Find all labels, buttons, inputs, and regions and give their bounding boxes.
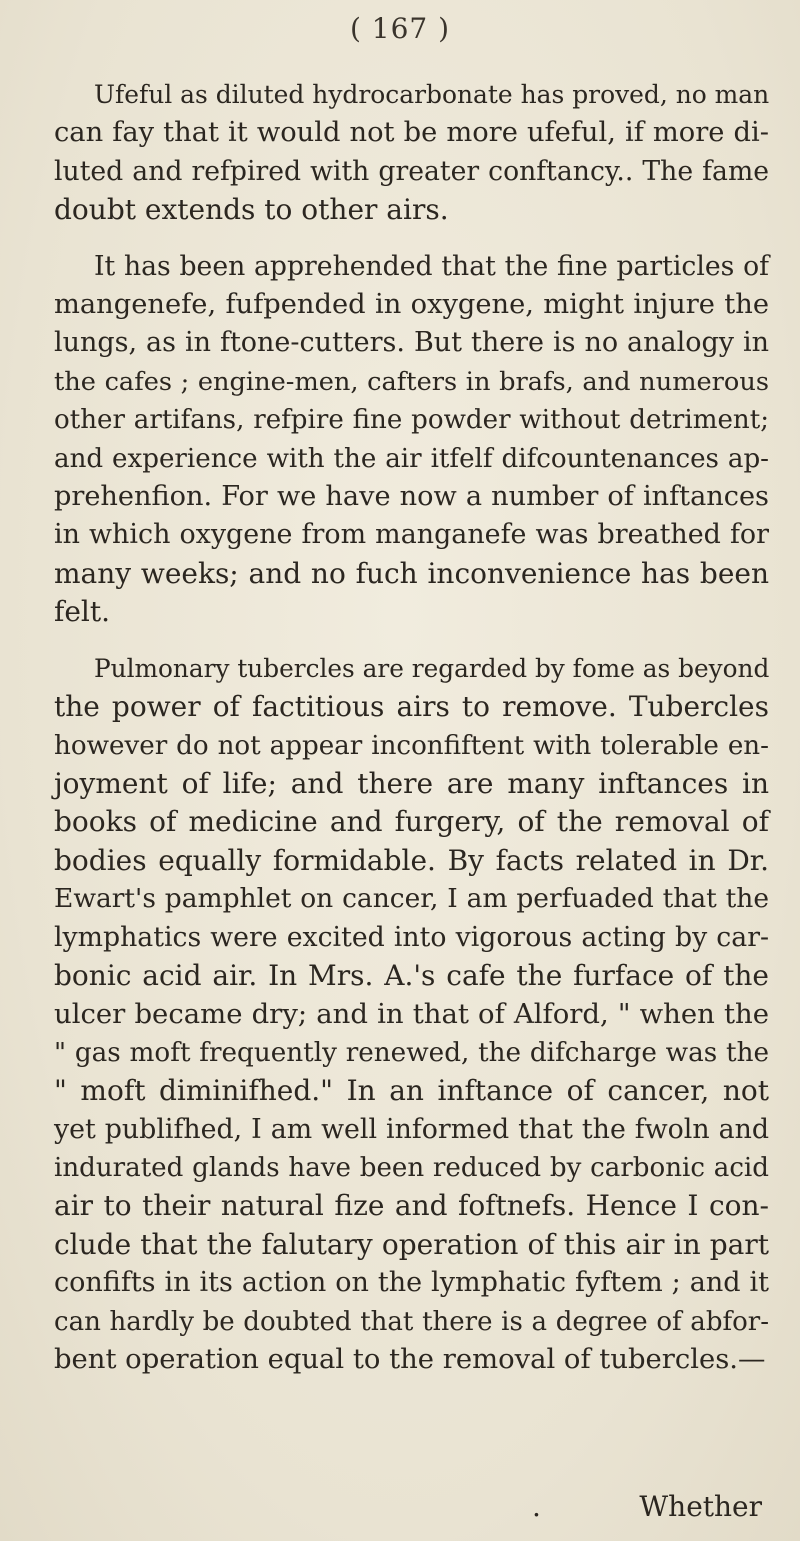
text-line: It has been apprehended that the fine particles of: [94, 250, 769, 282]
text-line: and experience with the air itfelf difcountenances ap-: [54, 443, 769, 474]
text-line: bodies equally formidable. By facts related in Dr.: [54, 843, 769, 877]
text-line: in which oxygene from manganefe was breathed for: [54, 519, 769, 551]
catch-mark: .: [532, 1490, 541, 1523]
paragraph-1: [54, 76, 769, 230]
text-line: clude that the falutary operation of this air in part: [54, 1227, 769, 1261]
text-line: joyment of life; and there are many inftances in: [54, 766, 769, 800]
text-line: lungs, as in ftone-cutters. But there is no analogy in: [54, 327, 769, 359]
text-line: confifts in its action on the lymphatic fyftem ; and it: [54, 1267, 769, 1299]
text-line: books of medicine and furgery, of the removal of: [54, 805, 769, 839]
text-line: doubt extends to other airs.: [54, 193, 449, 227]
body-text: [54, 76, 769, 1379]
text-line: " gas moft frequently renewed, the difcharge was the: [54, 1037, 769, 1068]
text-line: ulcer became dry; and in that of Alford, " when the: [54, 998, 769, 1031]
text-line: Ufeful as diluted hydrocarbonate has proved, no man: [94, 80, 770, 109]
text-line: bonic acid air. In Mrs. A.'s cafe the furface of the: [54, 958, 769, 992]
text-line: can fay that it would not be more ufeful, if more di-: [54, 117, 769, 149]
text-line: air to their natural fize and foftnefs. Hence I con-: [54, 1189, 769, 1223]
text-line: lymphatics were excited into vigorous acting by car-: [54, 921, 769, 953]
text-line: Pulmonary tubercles are regarded by fome as beyond: [94, 653, 770, 683]
text-line: Ewart's pamphlet on cancer, I am perfuaded that the: [54, 883, 769, 915]
text-line: luted and refpired with greater conftancy.. The fame: [54, 155, 769, 187]
text-line: however do not appear inconfiftent with tolerable en-: [54, 730, 769, 761]
text-line: can hardly be doubted that there is a degree of abfor-: [54, 1306, 769, 1337]
text-line: felt.: [54, 595, 111, 629]
text-line: the cafes ; engine-men, cafters in brafs, and numerous: [54, 366, 769, 397]
text-line: " moft diminifhed." In an inftance of cancer, not: [54, 1074, 769, 1108]
page-number: ( 167 ): [349, 12, 451, 45]
text-line: bent operation equal to the removal of tubercles.—: [54, 1344, 766, 1375]
text-line: many weeks; and no fuch inconvenience has been: [54, 556, 769, 590]
text-line: other artifans, refpire fine powder without detriment;: [54, 405, 769, 436]
text-line: the power of factitious airs to remove. Tubercles: [54, 690, 769, 724]
text-line: prehenfion. For we have now a number of inftances: [54, 481, 769, 513]
text-line: yet publifhed, I am well informed that the fwoln and: [54, 1113, 769, 1145]
text-line: mangenefe, fufpended in oxygene, might injure the: [54, 289, 769, 321]
paragraph-2: [54, 248, 769, 632]
paragraph-3: [54, 650, 769, 1380]
catchword: Whether: [639, 1490, 762, 1523]
text-line: indurated glands have been reduced by carbonic acid: [54, 1152, 769, 1183]
